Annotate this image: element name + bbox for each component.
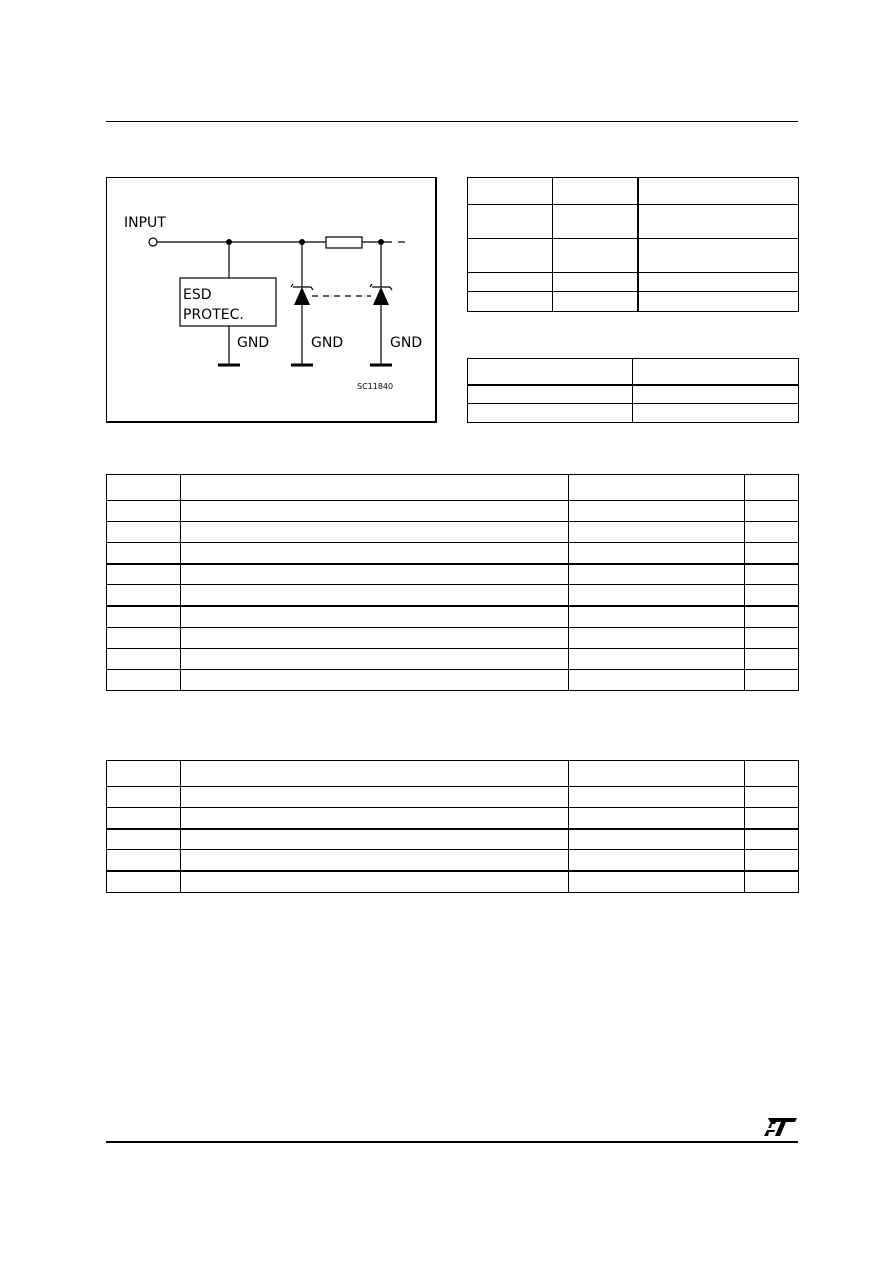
input-label: INPUT [124, 215, 166, 231]
table-row [107, 627, 799, 648]
table-row [107, 501, 799, 522]
table-row [107, 761, 799, 787]
table-row [107, 543, 799, 564]
footer-rule [106, 1141, 798, 1143]
table-row [107, 475, 799, 501]
circuit-diagram [107, 178, 438, 424]
table-row [107, 850, 799, 871]
esd-circuit-figure [106, 177, 437, 423]
table-row [107, 648, 799, 669]
main-table-1 [106, 474, 799, 691]
series-resistor [326, 237, 362, 248]
figure-code: SC11840 [357, 382, 394, 391]
table-row [107, 871, 799, 893]
st-logo-icon [762, 1117, 798, 1137]
right-table-1 [467, 177, 799, 312]
gnd-label-diode1: GND [311, 335, 344, 351]
table-row [468, 404, 799, 423]
diode1-zener-tick-left [291, 284, 293, 287]
diode2-triangle [373, 287, 389, 305]
esd-label-line1: ESD [183, 287, 212, 303]
table-row [107, 606, 799, 627]
table-row [468, 359, 799, 385]
diode1-triangle [294, 287, 310, 305]
header-rule [106, 121, 798, 122]
table-row [468, 178, 799, 205]
junction-dot-esd [226, 239, 232, 245]
table-row [107, 787, 799, 808]
table-row [107, 522, 799, 543]
junction-dot-diode2 [378, 239, 384, 245]
diode2-zener-tick-right [390, 287, 392, 290]
gnd-label-esd: GND [237, 335, 270, 351]
junction-dot-diode1 [299, 239, 305, 245]
diode2-zener-tick-left [370, 284, 372, 287]
input-terminal [149, 238, 157, 246]
table-row [107, 564, 799, 585]
table-row [107, 829, 799, 850]
gnd-label-diode2: GND [390, 335, 423, 351]
table-row [468, 273, 799, 292]
right-table-2 [467, 358, 799, 423]
esd-label-line2: PROTEC. [183, 307, 244, 323]
table-row [107, 669, 799, 690]
table-row [468, 239, 799, 273]
table-row [468, 205, 799, 239]
table-row [107, 808, 799, 829]
main-table-2 [106, 760, 799, 893]
table-row [468, 385, 799, 404]
table-row [468, 292, 799, 312]
diode1-zener-tick-right [311, 287, 313, 290]
table-row [107, 585, 799, 606]
